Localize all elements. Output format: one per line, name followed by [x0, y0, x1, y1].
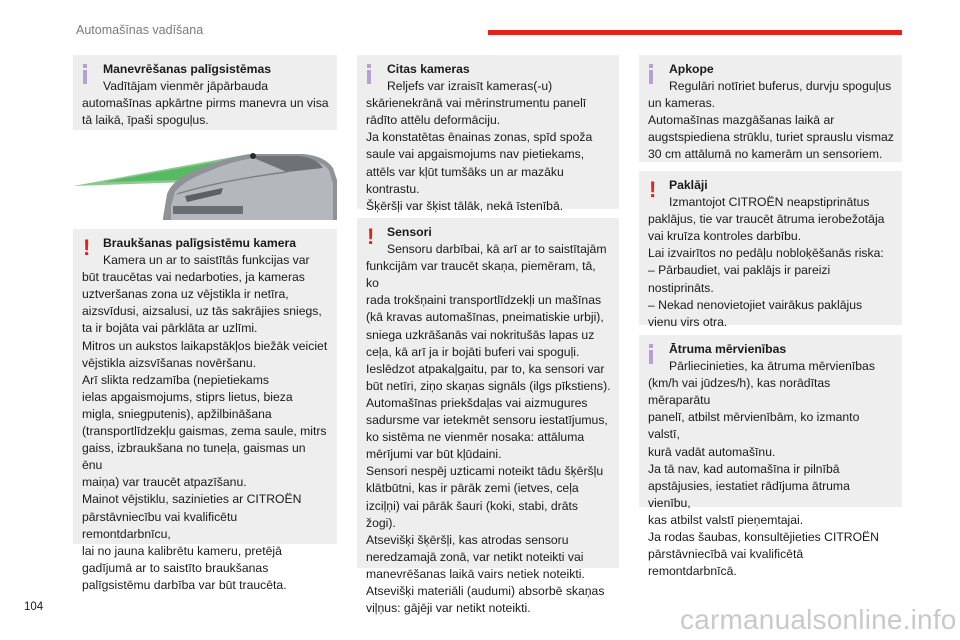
warning-icon: !: [367, 224, 375, 249]
info-box-speed-units: [639, 335, 902, 579]
box-title: Sensori: [387, 225, 432, 239]
box-title: Braukšanas palīgsistēmu kamera: [103, 236, 297, 250]
warning-icon: !: [649, 177, 657, 202]
warning-box-driving-assist-camera: [73, 229, 337, 592]
info-icon: [649, 344, 653, 364]
box-first-line: Vadītājam vienmēr jāpārbauda: [103, 79, 269, 94]
box-body: paklājus, tie var traucēt ātruma ierobežotāja vai kruīza kontroles darbību. Lai izvairītos no pedāļu nobloķēšanās riska: – Pārbaudiet, vai paklājs ir pareizi nostiprināts. – Nekad nenovietojiet vairākus paklājus vienu virs otra.: [648, 212, 885, 329]
page-number: 104: [24, 601, 44, 613]
watermark-text[interactable]: carmanualsonline.info: [680, 604, 957, 635]
box-body: automašīnas apkārtne pirms manevra un visa tā laikā, īpaši spoguļus.: [82, 96, 329, 128]
warning-box-sensors: [357, 218, 619, 616]
warning-icon: !: [83, 235, 91, 260]
box-first-line: Izmantojot CITROËN neapstiprinātus: [669, 195, 870, 210]
warning-box-floor-mats: [639, 171, 902, 329]
box-body: funkcijām var traucēt skaņa, piemēram, tā, ko rada trokšņaini transportlīdzekļi un mašīnas (kā kravas automašīnas, pneimatiskie urbji), sniega uzkrāšanās vai nokritušās lapas uz ceļa, kā arī ja ir bojāti buferi vai spoguļi. Ieslēdzot atpakaļgaitu, par to, ka sensori var būt netīri, ziņo skaņas signāls (ilgs pīkstiens). Automašīnas priekšdaļas vai aizmugures sadursme var ietekmēt sensoru iestatījumus, ko sistēma ne vienmēr nosaka: attāluma mērījumi var būt kļūdaini. Sensori nespēj uzticami noteikt tādu šķēršļu klātbūtni, kas ir pārāk zemi (ietves, ceļa izciļņi) vai pārāk šauri (koki, stabi, drāts žogi). Atsevišķi šķēršļi, kas atrodas sensoru neredzamajā zonā, var netikt noteikti vai manevrēšanas laikā vairs netiek noteikti. Atsevišķi materiāli (audumi) absorbē skaņas viļņus: gājēji var netikt noteikti.: [366, 259, 611, 616]
info-box-maintenance: [639, 55, 902, 162]
page-header-title: Automašīnas vadīšana: [76, 23, 204, 37]
box-first-line: Regulāri notīriet buferus, durvju spoguļus: [669, 79, 892, 94]
box-first-line: Sensoru darbībai, kā arī ar to saistītajām: [387, 242, 607, 257]
info-icon: [367, 64, 371, 84]
box-title: Ātruma mērvienības: [669, 342, 787, 356]
box-body: un kameras. Automašīnas mazgāšanas laikā ar augstspiediena strūklu, turiet sprauslu vismaz 30 cm attālumā no kamerām un sensoriem.: [648, 96, 894, 162]
box-title: Citas kameras: [387, 62, 470, 76]
info-box-other-cameras: [357, 55, 619, 213]
camera-field-of-view-illustration: [73, 144, 337, 220]
box-body: būt traucētas vai nedarboties, ja kameras uztveršanas zona uz vējstikla ir netīra, aizsvīdusi, aizsalusi, uz tās sakrājies sniegs, ta ir bojāta vai pārklāta ar uzlīmi. Mitros un aukstos laikapstākļos biežāk veiciet vējstikla aizsvīšanas novēršanu. Arī slikta redzamība (nepietiekams ielas apgaismojums, stiprs lietus, bieza migla, sniegputenis), apžilbināšana (transportlīdzekļu gaismas, zema saule, mitrs gaiss, izbraukšana no tuneļa, gaismas un ēnu maiņa) var traucēt atpazīšanu. Mainot vējstiklu, sazinieties ar CITROËN pārstāvniecību vai kvalificētu remontdarbnīcu, lai no jauna kalibrētu kameru, pretējā gadījumā ar to saistīto braukšanas palīgsistēmu darbība var būt traucēta.: [82, 270, 328, 592]
box-body: (km/h vai jūdzes/h), kas norādītas mēraparātu panelī, atbilst mērvienībām, ko izmanto valstī, kurā vadāt automašīnu. Ja tā nav, kad automašīna ir pilnībā apstājusies, iestatiet rādījuma ātruma vienību, kas atbilst valstī pieņemtajai. Ja rodas šaubas, konsultējieties CITROËN pārstāvniecībā vai kvalificētā remontdarbnīcā.: [648, 376, 879, 579]
box-title: Paklāji: [669, 178, 708, 192]
box-title: Manevrēšanas palīgsistēmas: [103, 62, 272, 76]
header-accent-bar: [488, 30, 902, 35]
box-first-line: Reljefs var izraisīt kameras(-u): [387, 79, 553, 94]
info-box-maneuvering-assist: [73, 55, 337, 130]
box-body: skārienekrānā vai mērinstrumentu panelī rādīto attēlu deformāciju. Ja konstatētas ēnainas zonas, spīd spoža saule vai apgaismojums nav pietiekams, attēls var kļūt tumšāks un ar mazāku kontrastu. Šķēršļi var šķist tālāk, nekā īstenībā.: [366, 96, 593, 213]
info-icon: [649, 64, 653, 84]
box-title: Apkope: [669, 62, 714, 76]
box-first-line: Pārliecinieties, ka ātruma mērvienības: [669, 359, 875, 374]
box-first-line: Kamera un ar to saistītās funkcijas var: [103, 253, 310, 268]
info-icon: [83, 64, 87, 84]
